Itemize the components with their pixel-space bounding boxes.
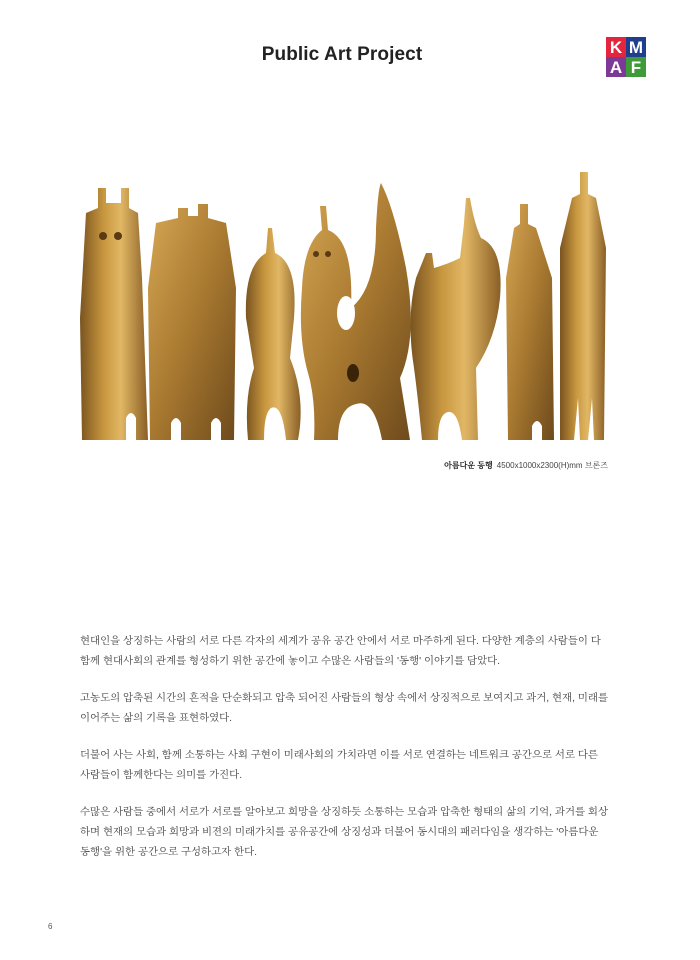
- figure-caption: [444, 460, 608, 471]
- paragraph: 고농도의 압축된 시간의 흔적을 단순화되고 압축 되어진 사람들의 형상 속에서 상징적으로 보여지고 과거, 현재, 미래를 이어주는 삶의 기록을 표현하였다.: [80, 693, 608, 724]
- kmaf-logo: [606, 37, 646, 77]
- body-text: [80, 632, 610, 880]
- sculpture-image: [76, 168, 616, 458]
- sculpture-figure-2: [148, 204, 236, 440]
- paragraph: 수많은 사람들 중에서 서로가 서로를 알아보고 희망을 상징하듯 소통하는 모습과 압축한 형태의 삶의 기억, 과거를 회상하며 현재의 모습과 희망과 비젼의 미래가치를 공유공간에 상징성과 더불어 동시대의 패러다임을 생각하는 '아름다운 동행'을 위한 공간으로 구성하고자 한다.: [80, 807, 608, 858]
- page-title: Public Art Project: [261, 44, 423, 65]
- paragraph: 현대인을 상징하는 사람의 서로 다른 각자의 세계가 공유 공간 안에서 서로 마주하게 된다. 다양한 계층의 사람들이 다 함께 현대사회의 관계를 형성하기 위한 공간에 놓이고 수많은 사람들의 '동행' 이야기를 담았다.: [80, 636, 601, 667]
- sculpture-figure-3: [246, 228, 301, 440]
- sculpture-hole: [347, 364, 359, 382]
- sculpture-eye: [114, 232, 122, 240]
- sculpture-figure-1: [80, 188, 148, 440]
- page-number: 6: [48, 922, 53, 931]
- sculpture-eye: [99, 232, 107, 240]
- sculpture-eye: [313, 251, 319, 257]
- logo-letter-f: F: [626, 57, 646, 77]
- sculpture-eye: [325, 251, 331, 257]
- caption-detail: 4500x1000x2300(H)mm 브론즈: [496, 461, 608, 470]
- sculpture-figure-4: [301, 183, 411, 440]
- caption-title: 아름다운 동행: [444, 461, 493, 470]
- logo-letter-m: M: [626, 37, 646, 57]
- sculpture-figure-7: [560, 172, 606, 440]
- sculpture-figure-5: [410, 198, 500, 440]
- logo-letter-a: A: [606, 57, 626, 77]
- logo-letter-k: K: [606, 37, 626, 57]
- sculpture-figure-6: [506, 204, 554, 440]
- paragraph: 더불어 사는 사회, 함께 소통하는 사회 구현이 미래사회의 가치라면 이를 서로 연결하는 네트워크 공간으로 서로 다른 사람들이 함께한다는 의미를 가진다.: [80, 750, 598, 781]
- sculpture-hole: [337, 296, 355, 330]
